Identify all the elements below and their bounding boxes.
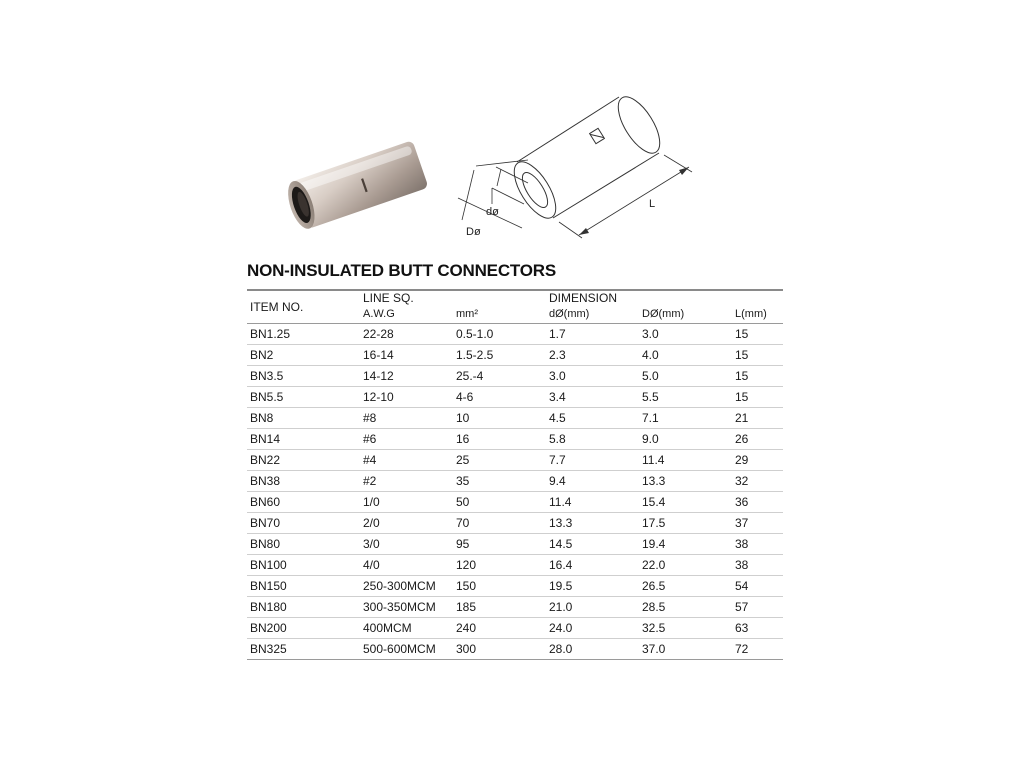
cell-length: 37 bbox=[735, 516, 749, 530]
table-row bbox=[247, 387, 783, 408]
cell-item-no: BN2 bbox=[250, 348, 274, 362]
cell-inner-diameter: 24.0 bbox=[549, 621, 573, 635]
cell-awg: 500-600MCM bbox=[363, 642, 436, 656]
cell-awg: 12-10 bbox=[363, 390, 394, 404]
table-row bbox=[247, 450, 783, 471]
cell-mm2: 25.-4 bbox=[456, 369, 484, 383]
cell-inner-diameter: 3.0 bbox=[549, 369, 566, 383]
header-length: L(mm) bbox=[735, 308, 767, 320]
cell-item-no: BN325 bbox=[250, 642, 287, 656]
length-label: L bbox=[649, 198, 656, 210]
cell-mm2: 4-6 bbox=[456, 390, 474, 404]
cell-outer-diameter: 11.4 bbox=[642, 453, 665, 467]
cell-outer-diameter: 17.5 bbox=[642, 516, 666, 530]
cell-mm2: 95 bbox=[456, 537, 470, 551]
cell-length: 57 bbox=[735, 600, 749, 614]
cell-outer-diameter: 28.5 bbox=[642, 600, 666, 614]
table-row bbox=[247, 492, 783, 513]
cell-item-no: BN38 bbox=[250, 474, 281, 488]
cell-length: 15 bbox=[735, 348, 749, 362]
butt-connector-photo bbox=[274, 122, 444, 248]
cell-item-no: BN100 bbox=[250, 558, 287, 572]
cell-length: 15 bbox=[735, 369, 749, 383]
table-row bbox=[247, 408, 783, 429]
cell-mm2: 35 bbox=[456, 474, 470, 488]
cell-length: 15 bbox=[735, 327, 749, 341]
cell-outer-diameter: 13.3 bbox=[642, 474, 666, 488]
table-row bbox=[247, 618, 783, 639]
inner-diameter-label: dø bbox=[486, 206, 499, 218]
cell-length: 29 bbox=[735, 453, 749, 467]
cell-mm2: 10 bbox=[456, 411, 470, 425]
cell-awg: 3/0 bbox=[363, 537, 380, 551]
table-row bbox=[247, 366, 783, 387]
cell-length: 15 bbox=[735, 390, 749, 404]
cell-outer-diameter: 22.0 bbox=[642, 558, 666, 572]
cell-mm2: 16 bbox=[456, 432, 470, 446]
header-line-sq: LINE SQ. bbox=[360, 290, 546, 305]
cell-inner-diameter: 28.0 bbox=[549, 642, 573, 656]
cell-length: 38 bbox=[735, 537, 749, 551]
cell-outer-diameter: 5.0 bbox=[642, 369, 659, 383]
connector-dimension-diagram bbox=[444, 80, 734, 250]
cell-outer-diameter: 19.4 bbox=[642, 537, 666, 551]
cell-outer-diameter: 32.5 bbox=[642, 621, 666, 635]
table-body bbox=[247, 324, 783, 660]
cell-inner-diameter: 1.7 bbox=[549, 327, 566, 341]
cell-item-no: BN200 bbox=[250, 621, 287, 635]
page-title: NON-INSULATED BUTT CONNECTORS bbox=[247, 261, 557, 280]
cell-length: 21 bbox=[735, 411, 749, 425]
header-dimension: DIMENSION bbox=[546, 290, 783, 305]
cell-mm2: 300 bbox=[456, 642, 477, 656]
cell-length: 38 bbox=[735, 558, 749, 572]
cell-mm2: 25 bbox=[456, 453, 470, 467]
cell-awg: 22-28 bbox=[363, 327, 394, 341]
cell-awg: #2 bbox=[363, 474, 377, 488]
cell-awg: 2/0 bbox=[363, 516, 380, 530]
cell-outer-diameter: 26.5 bbox=[642, 579, 666, 593]
cell-awg: 1/0 bbox=[363, 495, 380, 509]
table-row bbox=[247, 471, 783, 492]
cell-outer-diameter: 15.4 bbox=[642, 495, 666, 509]
cell-awg: #4 bbox=[363, 453, 377, 467]
cell-item-no: BN80 bbox=[250, 537, 281, 551]
cell-inner-diameter: 21.0 bbox=[549, 600, 573, 614]
cell-length: 63 bbox=[735, 621, 749, 635]
cell-mm2: 0.5-1.0 bbox=[456, 327, 494, 341]
cell-item-no: BN60 bbox=[250, 495, 281, 509]
cell-mm2: 50 bbox=[456, 495, 470, 509]
cell-outer-diameter: 37.0 bbox=[642, 642, 666, 656]
cell-outer-diameter: 7.1 bbox=[642, 411, 659, 425]
header-mm2: mm² bbox=[456, 308, 478, 320]
table-row bbox=[247, 576, 783, 597]
cell-mm2: 120 bbox=[456, 558, 477, 572]
cell-length: 72 bbox=[735, 642, 749, 656]
cell-item-no: BN5.5 bbox=[250, 390, 284, 404]
table-row bbox=[247, 597, 783, 618]
cell-item-no: BN150 bbox=[250, 579, 287, 593]
cell-awg: 250-300MCM bbox=[363, 579, 436, 593]
cell-mm2: 70 bbox=[456, 516, 470, 530]
table-row bbox=[247, 324, 783, 345]
table-header-row bbox=[247, 290, 783, 305]
table-row bbox=[247, 639, 783, 660]
table-row bbox=[247, 534, 783, 555]
cell-outer-diameter: 9.0 bbox=[642, 432, 659, 446]
cell-awg: 400MCM bbox=[363, 621, 412, 635]
cell-awg: 300-350MCM bbox=[363, 600, 436, 614]
cell-item-no: BN14 bbox=[250, 432, 281, 446]
header-awg: A.W.G bbox=[363, 308, 395, 320]
cell-inner-diameter: 11.4 bbox=[549, 495, 572, 509]
cell-length: 32 bbox=[735, 474, 749, 488]
spec-table bbox=[247, 289, 783, 660]
cell-length: 26 bbox=[735, 432, 749, 446]
cell-awg: #6 bbox=[363, 432, 377, 446]
cell-item-no: BN3.5 bbox=[250, 369, 284, 383]
outer-diameter-label: Dø bbox=[466, 226, 481, 238]
cell-item-no: BN22 bbox=[250, 453, 281, 467]
cell-awg: 14-12 bbox=[363, 369, 394, 383]
cell-awg: 16-14 bbox=[363, 348, 394, 362]
table-row bbox=[247, 513, 783, 534]
cell-item-no: BN8 bbox=[250, 411, 274, 425]
cell-length: 54 bbox=[735, 579, 749, 593]
cell-inner-diameter: 4.5 bbox=[549, 411, 566, 425]
table-row bbox=[247, 555, 783, 576]
cell-outer-diameter: 4.0 bbox=[642, 348, 659, 362]
cell-inner-diameter: 13.3 bbox=[549, 516, 573, 530]
table-row bbox=[247, 345, 783, 366]
cell-inner-diameter: 9.4 bbox=[549, 474, 566, 488]
cell-mm2: 240 bbox=[456, 621, 477, 635]
cell-inner-diameter: 7.7 bbox=[549, 453, 566, 467]
cell-inner-diameter: 2.3 bbox=[549, 348, 566, 362]
cell-mm2: 150 bbox=[456, 579, 477, 593]
cell-awg: #8 bbox=[363, 411, 377, 425]
cell-inner-diameter: 3.4 bbox=[549, 390, 566, 404]
cell-length: 36 bbox=[735, 495, 749, 509]
cell-inner-diameter: 14.5 bbox=[549, 537, 573, 551]
cell-mm2: 1.5-2.5 bbox=[456, 348, 494, 362]
cell-mm2: 185 bbox=[456, 600, 477, 614]
cell-inner-diameter: 16.4 bbox=[549, 558, 573, 572]
cell-awg: 4/0 bbox=[363, 558, 380, 572]
table-row bbox=[247, 429, 783, 450]
cell-outer-diameter: 5.5 bbox=[642, 390, 659, 404]
header-item-no: ITEM NO. bbox=[247, 290, 360, 324]
cell-item-no: BN1.25 bbox=[250, 327, 291, 341]
cell-outer-diameter: 3.0 bbox=[642, 327, 659, 341]
cell-item-no: BN180 bbox=[250, 600, 287, 614]
cell-item-no: BN70 bbox=[250, 516, 281, 530]
header-outer-diameter: DØ(mm) bbox=[642, 308, 685, 320]
cell-inner-diameter: 19.5 bbox=[549, 579, 573, 593]
header-inner-diameter: dØ(mm) bbox=[549, 308, 590, 320]
cell-inner-diameter: 5.8 bbox=[549, 432, 566, 446]
